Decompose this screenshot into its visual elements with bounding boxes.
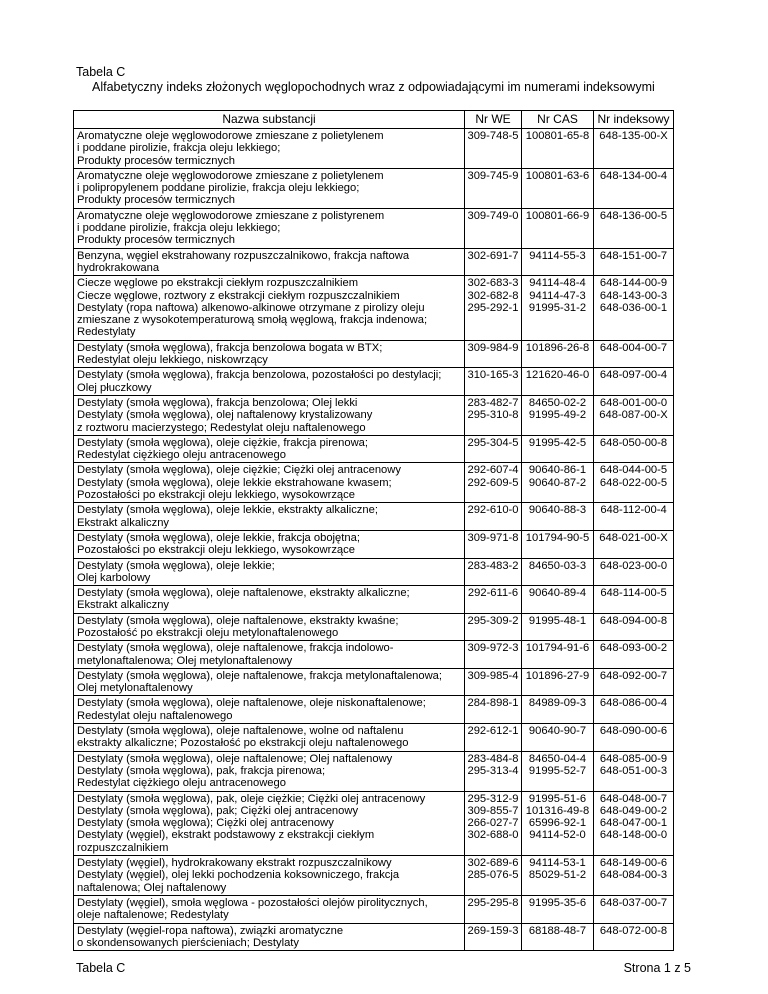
substance-name-cell — [74, 751, 465, 791]
ec-number-cell — [465, 368, 522, 396]
substance-name-cell-text: Aromatyczne oleje węglowodorowe zmieszane z polietylenem i poddane pirolizie, frakcja oleju lekkiego; Produkty procesów termicznych — [77, 130, 384, 167]
substance-name-cell-text: Destylaty (smoła węglowa), oleje naftalenowe, oleje niskonaftalenowe; Redestylat oleju naftalenowego — [77, 697, 426, 722]
substance-name-cell — [74, 395, 465, 435]
table-body — [74, 129, 674, 951]
ec-number-cell — [465, 558, 522, 586]
index-number-cell-text: 648-086-00-4 — [599, 697, 668, 710]
cas-number-cell — [522, 641, 594, 669]
table-row — [74, 668, 674, 696]
table-row — [74, 613, 674, 641]
ec-number-cell-text: 302-683-3 302-682-8 295-292-1 — [467, 277, 519, 314]
index-number-cell-text: 648-149-00-6 648-084-00-3 — [599, 857, 668, 882]
table-row — [74, 340, 674, 368]
index-number-cell — [594, 395, 674, 435]
index-number-cell — [594, 791, 674, 855]
cas-number-cell-text: 100801-65-8 — [525, 130, 590, 142]
index-number-cell-text: 648-048-00-7 648-049-00-2 648-047-00-1 648-148-00-0 — [599, 792, 668, 842]
index-number-cell-text: 648-021-00-X — [599, 531, 668, 544]
substance-name-cell-text: Destylaty (węgiel), smoła węglowa - pozostałości olejów pirolitycznych, oleje naftalenowe; Redestylaty — [77, 896, 428, 922]
index-number-cell-text: 648-004-00-7 — [599, 341, 668, 354]
index-number-cell-text: 648-135-00-X — [599, 130, 668, 142]
document-title: Tabela C — [76, 65, 126, 79]
index-number-cell-text: 648-085-00-9 648-051-00-3 — [599, 752, 668, 777]
substance-name-cell-text: Destylaty (smoła węglowa), oleje naftalenowe, frakcja indolowo- metylonaftalenowa; Olej metylonaftalenowy — [77, 642, 394, 667]
substance-name-cell — [74, 503, 465, 531]
ec-number-cell — [465, 340, 522, 368]
cas-number-cell-text: 94114-48-4 94114-47-3 91995-31-2 — [528, 277, 587, 314]
ec-number-cell — [465, 586, 522, 614]
index-number-cell — [594, 368, 674, 396]
table-row — [74, 791, 674, 855]
substance-name-cell-text: Destylaty (smoła węglowa), frakcja benzolowa; Olej lekki Destylaty (smoła węglowa), olej naftalenowy krystalizowany z roztworu macierzystego; Redestylat oleju naftalenowego — [77, 396, 373, 434]
index-number-cell — [594, 530, 674, 558]
cas-number-cell — [522, 248, 594, 276]
index-number-cell-text: 648-044-00-5 648-022-00-5 — [599, 464, 668, 489]
header-index: Nr indeksowy — [594, 111, 674, 129]
substance-name-cell — [74, 463, 465, 503]
substance-name-cell-text: Destylaty (węgiel-ropa naftowa), związki aromatyczne o skondensowanych pierścieniach; Destylaty — [77, 924, 344, 949]
footer-table-name: Tabela C — [76, 961, 126, 975]
cas-number-cell-text: 94114-53-1 85029-51-2 — [528, 857, 587, 882]
index-number-cell — [594, 558, 674, 586]
ec-number-cell-text: 283-484-8 295-313-4 — [467, 752, 519, 777]
substance-name-cell-text: Ciecze węglowe po ekstrakcji ciekłym rozpuszczalnikiem Ciecze węglowe, roztwory z ekstrakcji ciekłym rozpuszczalnikiem Destylaty (ropa naftowa) alkenowo-alkinowe otrzymane z pirolizy oleju zmieszane z wysokotemperaturową smołą węglową, frakcja indenowa; Redestylaty — [77, 277, 428, 339]
substance-name-cell — [74, 558, 465, 586]
substance-name-cell — [74, 168, 465, 208]
index-number-cell — [594, 668, 674, 696]
document-subtitle: Alfabetyczny indeks złożonych węglopochodnych wraz z odpowiadającymi im numerami indeksowymi — [92, 80, 655, 94]
cas-number-cell — [522, 530, 594, 558]
cas-number-cell — [522, 368, 594, 396]
substance-name-cell — [74, 586, 465, 614]
cas-number-cell — [522, 503, 594, 531]
substance-name-cell — [74, 276, 465, 340]
cas-number-cell-text: 91995-51-6 101316-49-8 65996-92-1 94114-52-0 — [525, 792, 590, 842]
index-number-cell — [594, 696, 674, 724]
cas-number-cell-text: 121620-46-0 — [525, 369, 590, 382]
cas-number-cell — [522, 724, 594, 752]
ec-number-cell — [465, 208, 522, 248]
substance-name-cell — [74, 248, 465, 276]
table-row — [74, 530, 674, 558]
cas-number-cell — [522, 791, 594, 855]
footer-page-number: Strona 1 z 5 — [623, 961, 691, 975]
ec-number-cell — [465, 276, 522, 340]
table-row — [74, 368, 674, 396]
ec-number-cell-text: 292-611-6 — [467, 587, 519, 600]
cas-number-cell — [522, 395, 594, 435]
substance-name-cell — [74, 856, 465, 896]
table-row — [74, 696, 674, 724]
ec-number-cell-text: 309-749-0 — [467, 209, 519, 222]
substance-name-cell — [74, 340, 465, 368]
cas-number-cell — [522, 168, 594, 208]
substance-name-cell — [74, 435, 465, 463]
ec-number-cell-text: 309-748-5 — [467, 130, 519, 142]
ec-number-cell-text: 302-689-6 285-076-5 — [467, 857, 519, 882]
index-number-cell — [594, 923, 674, 951]
cas-number-cell-text: 100801-66-9 — [525, 209, 590, 222]
index-number-cell — [594, 435, 674, 463]
ec-number-cell — [465, 248, 522, 276]
index-number-cell-text: 648-112-00-4 — [600, 504, 667, 517]
index-number-cell-text: 648-092-00-7 — [599, 669, 668, 682]
ec-number-cell — [465, 724, 522, 752]
substance-name-cell-text: Destylaty (smoła węglowa), oleje lekkie; Olej karbolowy — [77, 559, 275, 584]
substance-name-cell — [74, 923, 465, 951]
table-row — [74, 168, 674, 208]
index-number-cell-text: 648-072-00-8 — [599, 924, 668, 937]
cas-number-cell — [522, 895, 594, 923]
cas-number-cell — [522, 613, 594, 641]
ec-number-cell-text: 309-984-9 — [467, 341, 519, 354]
cas-number-cell-text: 101896-27-9 — [525, 669, 590, 682]
index-number-cell-text: 648-134-00-4 — [599, 169, 668, 182]
substance-name-cell — [74, 368, 465, 396]
index-number-cell — [594, 208, 674, 248]
ec-number-cell — [465, 696, 522, 724]
substance-name-cell-text: Destylaty (węgiel), hydrokrakowany ekstrakt rozpuszczalnikowy Destylaty (węgiel), olej lekki pochodzenia koksowniczego, frakcja naftalenowa; Olej naftalenowy — [77, 857, 400, 894]
index-number-cell — [594, 276, 674, 340]
cas-number-cell-text: 101794-91-6 — [525, 642, 590, 655]
substance-name-cell — [74, 696, 465, 724]
cas-number-cell-text: 84650-02-2 91995-49-2 — [528, 396, 587, 422]
ec-number-cell — [465, 751, 522, 791]
cas-number-cell — [522, 276, 594, 340]
index-number-cell — [594, 129, 674, 169]
index-number-cell-text: 648-144-00-9 648-143-00-3 648-036-00-1 — [599, 277, 668, 314]
header-name: Nazwa substancji — [74, 111, 465, 129]
ec-number-cell-text: 302-691-7 — [467, 249, 519, 262]
index-number-cell — [594, 613, 674, 641]
index-number-cell — [594, 856, 674, 896]
ec-number-cell — [465, 395, 522, 435]
table-row — [74, 856, 674, 896]
substance-name-cell-text: Destylaty (smoła węglowa), oleje lekkie, ekstrakty alkaliczne; Ekstrakt alkaliczny — [77, 504, 378, 529]
substance-name-cell — [74, 791, 465, 855]
table-row — [74, 586, 674, 614]
ec-number-cell — [465, 791, 522, 855]
ec-number-cell-text: 309-971-8 — [467, 531, 519, 544]
substance-name-cell-text: Destylaty (smoła węglowa), oleje ciężkie, frakcja pirenowa; Redestylat ciężkiego oleju antracenowego — [77, 436, 368, 462]
substance-name-cell-text: Destylaty (smoła węglowa), oleje ciężkie; Ciężki olej antracenowy Destylaty (smoła węglowa), oleje lekkie ekstrahowane kwasem; Pozostałości po ekstrakcji oleju lekkiego, wysokowrzące — [77, 464, 401, 502]
table-row — [74, 395, 674, 435]
index-number-cell — [594, 503, 674, 531]
table-row — [74, 558, 674, 586]
cas-number-cell-text: 84989-09-3 — [528, 697, 587, 710]
cas-number-cell-text: 91995-35-6 — [528, 896, 587, 909]
ec-number-cell-text: 292-610-0 — [467, 504, 519, 517]
cas-number-cell — [522, 751, 594, 791]
index-number-cell-text: 648-094-00-8 — [599, 614, 668, 627]
header-we: Nr WE — [465, 111, 522, 129]
ec-number-cell — [465, 923, 522, 951]
cas-number-cell-text: 101896-26-8 — [525, 341, 590, 354]
table-row — [74, 895, 674, 923]
index-number-cell — [594, 724, 674, 752]
cas-number-cell — [522, 558, 594, 586]
cas-number-cell-text: 90640-88-3 — [528, 504, 587, 517]
substance-name-cell-text: Destylaty (smoła węglowa), oleje naftalenowe, wolne od naftalenu ekstrakty alkaliczne; Pozostałość po ekstrakcji oleju naftalenowego — [77, 725, 409, 750]
cas-number-cell-text: 94114-55-3 — [529, 249, 586, 262]
cas-number-cell-text: 101794-90-5 — [525, 531, 590, 544]
index-number-cell-text: 648-151-00-7 — [599, 249, 668, 262]
cas-number-cell — [522, 129, 594, 169]
substance-name-cell — [74, 724, 465, 752]
ec-number-cell-text: 295-304-5 — [467, 436, 519, 449]
table-row — [74, 435, 674, 463]
substance-name-cell-text: Destylaty (smoła węglowa), frakcja benzolowa, pozostałości po destylacji; Olej płuczkowy — [77, 369, 442, 394]
substance-name-cell — [74, 641, 465, 669]
cas-number-cell — [522, 856, 594, 896]
ec-number-cell-text: 295-309-2 — [467, 614, 519, 627]
substance-name-cell-text: Destylaty (smoła węglowa), oleje naftalenowe, ekstrakty alkaliczne; Ekstrakt alkaliczny — [77, 587, 410, 612]
index-number-cell-text: 648-037-00-7 — [599, 896, 668, 909]
ec-number-cell-text: 309-972-3 — [467, 642, 519, 655]
index-number-cell-text: 648-050-00-8 — [599, 436, 668, 449]
substance-name-cell — [74, 129, 465, 169]
substance-name-cell-text: Destylaty (smoła węglowa), oleje naftalenowe, frakcja metylonaftalenowa; Olej metylonaftalenowy — [77, 669, 443, 695]
table-row — [74, 751, 674, 791]
ec-number-cell-text: 309-745-9 — [467, 169, 519, 182]
index-number-cell — [594, 463, 674, 503]
ec-number-cell-text: 283-483-2 — [467, 559, 519, 572]
index-number-cell — [594, 168, 674, 208]
substance-name-cell-text: Aromatyczne oleje węglowodorowe zmieszane z polietylenem i polipropylenem poddane pirolizie, frakcja oleju lekkiego; Produkty procesów termicznych — [77, 169, 384, 207]
cas-number-cell-text: 91995-48-1 — [528, 614, 587, 627]
ec-number-cell — [465, 503, 522, 531]
index-number-cell — [594, 340, 674, 368]
cas-number-cell-text: 84650-04-4 91995-52-7 — [528, 752, 587, 777]
ec-number-cell — [465, 530, 522, 558]
cas-number-cell — [522, 340, 594, 368]
substance-index-table — [73, 110, 674, 951]
substance-name-cell-text: Destylaty (smoła węglowa), pak, oleje ciężkie; Ciężki olej antracenowy Destylaty (smoła węglowa), pak; Ciężki olej antracenowy Destylaty (smoła węglowa); Ciężki olej antracenowy Destylaty (węgiel), ekstrakt podstawowy z ekstrakcji ciekłym rozpuszczalnikiem — [77, 792, 426, 854]
index-number-cell-text: 648-090-00-6 — [599, 725, 668, 738]
ec-number-cell-text: 284-898-1 — [467, 697, 519, 710]
table-row — [74, 503, 674, 531]
index-number-cell — [594, 641, 674, 669]
ec-number-cell — [465, 856, 522, 896]
ec-number-cell — [465, 895, 522, 923]
ec-number-cell — [465, 435, 522, 463]
cas-number-cell-text: 68188-48-7 — [528, 924, 587, 937]
table-row — [74, 641, 674, 669]
cas-number-cell — [522, 696, 594, 724]
ec-number-cell — [465, 668, 522, 696]
cas-number-cell — [522, 435, 594, 463]
ec-number-cell-text: 295-312-9 309-855-7 266-027-7 302-688-0 — [467, 792, 519, 842]
ec-number-cell-text: 295-295-8 — [467, 896, 519, 909]
table-row — [74, 724, 674, 752]
index-number-cell-text: 648-097-00-4 — [599, 369, 668, 382]
index-number-cell-text: 648-001-00-0 648-087-00-X — [599, 396, 668, 422]
cas-number-cell — [522, 668, 594, 696]
header-cas: Nr CAS — [522, 111, 594, 129]
cas-number-cell — [522, 208, 594, 248]
table-row — [74, 208, 674, 248]
ec-number-cell-text: 283-482-7 295-310-8 — [467, 396, 519, 422]
ec-number-cell — [465, 613, 522, 641]
ec-number-cell — [465, 168, 522, 208]
index-number-cell — [594, 248, 674, 276]
substance-name-cell-text: Destylaty (smoła węglowa), oleje naftalenowe; Olej naftalenowy Destylaty (smoła węglowa), pak, frakcja pirenowa; Redestylat ciężkiego oleju antracenowego — [77, 752, 393, 790]
cas-number-cell-text: 90640-86-1 90640-87-2 — [528, 464, 587, 489]
table-header-row — [74, 111, 674, 129]
table-row — [74, 923, 674, 951]
substance-name-cell-text: Destylaty (smoła węglowa), oleje naftalenowe, ekstrakty kwaśne; Pozostałość po ekstrakcji oleju metylonaftalenowego — [77, 614, 399, 639]
cas-number-cell-text: 91995-42-5 — [528, 436, 587, 449]
index-number-cell-text: 648-114-00-5 — [600, 587, 667, 600]
ec-number-cell-text: 269-159-3 — [467, 924, 519, 937]
index-number-cell-text: 648-093-00-2 — [599, 642, 668, 655]
ec-number-cell-text: 292-607-4 292-609-5 — [467, 464, 519, 489]
cas-number-cell — [522, 923, 594, 951]
substance-name-cell-text: Destylaty (smoła węglowa), oleje lekkie, frakcja obojętna; Pozostałości po ekstrakcji oleju lekkiego, wysokowrzące — [77, 531, 360, 557]
index-number-cell — [594, 586, 674, 614]
table-row — [74, 276, 674, 340]
ec-number-cell-text: 310-165-3 — [467, 369, 519, 382]
ec-number-cell — [465, 641, 522, 669]
substance-name-cell-text: Aromatyczne oleje węglowodorowe zmieszane z polistyrenem i poddane pirolizie, frakcja oleju lekkiego; Produkty procesów termicznych — [77, 209, 385, 247]
cas-number-cell-text: 90640-90-7 — [528, 725, 587, 738]
table-row — [74, 129, 674, 169]
index-number-cell-text: 648-136-00-5 — [599, 209, 668, 222]
cas-number-cell-text: 84650-03-3 — [528, 559, 587, 572]
cas-number-cell — [522, 463, 594, 503]
substance-name-cell — [74, 895, 465, 923]
ec-number-cell-text: 309-985-4 — [467, 669, 519, 682]
substance-name-cell — [74, 613, 465, 641]
table-row — [74, 248, 674, 276]
substance-name-cell — [74, 530, 465, 558]
substance-name-cell — [74, 208, 465, 248]
substance-name-cell — [74, 668, 465, 696]
index-number-cell — [594, 751, 674, 791]
index-number-cell — [594, 895, 674, 923]
cas-number-cell — [522, 586, 594, 614]
ec-number-cell-text: 292-612-1 — [467, 725, 519, 738]
cas-number-cell-text: 90640-89-4 — [528, 587, 587, 600]
table-row — [74, 463, 674, 503]
cas-number-cell-text: 100801-63-6 — [525, 169, 590, 182]
substance-name-cell-text: Benzyna, węgiel ekstrahowany rozpuszczalnikowo, frakcja naftowa hydrokrakowana — [77, 249, 410, 274]
ec-number-cell — [465, 129, 522, 169]
substance-name-cell-text: Destylaty (smoła węglowa), frakcja benzolowa bogata w BTX; Redestylat oleju lekkiego, niskowrzący — [77, 341, 383, 367]
index-number-cell-text: 648-023-00-0 — [599, 559, 668, 572]
ec-number-cell — [465, 463, 522, 503]
